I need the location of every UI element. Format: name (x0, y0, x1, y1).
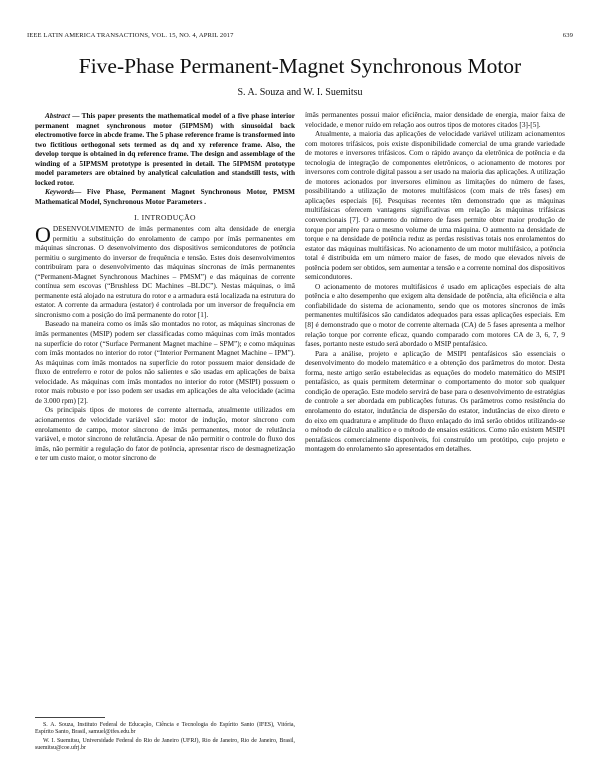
keywords-label: Keywords (45, 188, 74, 197)
keywords (35, 188, 295, 207)
footnote-rule (35, 717, 105, 718)
author-footnotes (35, 717, 295, 754)
intro-paragraph-3: Os principais tipos de motores de corrente alternada, atualmente utilizados em acionamentos de velocidade variável são: motor de indução, motor síncrono com enrolamento de campo, motor síncrono de ímãs permanentes, motor de relutância variável, e motor síncrono de relutância. Apesar de não permitir o controle do fluxo dos ímãs, não permitir a regulação do fator de potência, apresentar risco de desmagnetização e ter um custo maior, o motor síncrono de (35, 406, 295, 463)
paragraph-text: DESENVOLVIMENTO de ímãs permanentes com alta densidade de energia permitiu a substituição do enrolamento de campo por ímãs permanentes em máquinas síncronas. O desenvolvimento dos dispositivos semicondutores de potência permitiu o surgimento do inversor de frequência e tensão. Estes dois desenvolvimentos contribuíram para o desenvolvimento das máquinas síncronas de ímãs permanentes (“Permanent-Magnet Synchronous Machines – PMSM”) e das máquinas de corrente contínua sem escovas (“Brushless DC Machines –BLDC”). Nestas máquinas, o ímã permanente está alojado na estrutura do rotor e a armadura está localizada na estrutura do estator. A corrente da armadura (estator) é controlada por um inversor de frequência em sincronismo com a posição do ímã permanente do rotor [1]. (35, 225, 295, 319)
intro-paragraph-7: Para a análise, projeto e aplicação de MSIPI pentafásicos são essenciais o desenvolvimento do modelo matemático e a obtenção dos parâmetros do motor. Desta forma, neste artigo serão estabelecidas as equações do modelo matemático do MSIPI pentafásico, as quais permitem determinar o comportamento do motor sob qualquer condição de operação. Este modelo servirá de base para o desenvolvimento de estratégias de controle a ser abordada em publicações futuras. Os parâmetros como resistência do enrolamento do estator, indutância de dispersão do estator, indutâncias de eixo direto e do eixo em quadratura e amplitude do fluxo enlaçado do imã serão obtidos utilizando-se o método de cálculo analítico e o método de ensaios estáticos. Como não existem MSIPI pentafásicos comercialmente disponíveis, foi construído um protótipo, cujo projeto e montagem do enrolamento são apresentados em detalhes. (305, 349, 565, 454)
left-column (35, 112, 295, 464)
paper-authors: S. A. Souza and W. I. Suemitsu (237, 87, 363, 98)
abstract-label: Abstract (45, 112, 70, 120)
intro-paragraph-5: Atualmente, a maioria das aplicações de velocidade variável utilizam acionamentos com motores trifásicos, pois existe disponibilidade comercial de uma grande variedade de motores e inversores trifásicos. Com o rápido avanço da eletrônica de potência e da tecnologia de integração de componentes eletrônicos, o acionamento de motores por inversores com controle digital passou a ser usado na maioria das aplicações. A utilização de motores acionados por inversores eliminou as limitações do número de fases, possibilitando a utilização de motores multifásicos (com mais de três fases) em aplicações especiais [6]. Pesquisas recentes têm demonstrado que as máquinas multifásicas oferecem vantagens significativas em relação às máquinas trifásicas convencionais [7]. O aumento do número de fases permite obter maior produção de torque por ampère para o mesmo volume de uma máquina. O aumento na densidade de torque e na densidade de potência reduz as perdas resistivas totais nos enrolamentos do estator das máquinas multifásicas. No acionamento de um motor multifásico, a potência total é distribuída em um número maior de fases, de modo que elevados níveis de potência podem ser obtidos, sem aumentar a tensão e a corrente nominal dos dispositivos semicondutores. (305, 130, 565, 282)
intro-paragraph-6: O acionamento de motores multifásicos é usado em aplicações especiais de alta potência e alto desempenho que exigem alta densidade de potência, alta eficiência e alta confiabilidade do sistema de acionamento, sendo que os motores síncronos de ímãs permanentes multifásicos são candidatos adequados para essas aplicações especiais. Em [8] é demonstrado que o motor de corrente alternada (CA) de 5 fases apresenta a melhor relação torque por corrente eficaz, quando comparado com motores CA de 3, 6, 7, 9 fases, portanto neste estudo será abordado o MSIP pentafásico. (305, 282, 565, 349)
journal-name: IEEE LATIN AMERICA TRANSACTIONS, VOL. 15, NO. 4, APRIL 2017 (27, 32, 234, 39)
keywords-text: — Five Phase, Permanent Magnet Synchronous Motor, PMSM Mathematical Model, Synchronous Motor Parameters . (35, 188, 295, 206)
abstract (35, 112, 295, 188)
intro-paragraph-2: Baseado na maneira como os ímãs são montados no rotor, as máquinas síncronas de ímãs permanentes (MSIP) podem ser classificadas como máquinas com ímãs montados na superfície do rotor (“Surface Permanent Magnet machine – SPM”); e como máquinas com ímãs montados no interior do rotor (“Interior Permanent Magnet Machine – IPM”). As máquinas com ímãs montados na superfície do rotor possuem maior densidade de fluxo de entreferro e rotor de polos não salientes e são usadas em aplicações de baixa velocidade. As máquinas com ímãs montados no interior do rotor (MSIPI) possuem o rotor mais robusto e por isso podem ser usadas em aplicações de alta velocidade (acima de 3.000 rpm) [2]. (35, 320, 295, 405)
page-number: 639 (562, 32, 573, 39)
drop-cap: O (35, 222, 51, 248)
footnote-2: W. I. Suemitsu, Universidade Federal do Rio de Janeiro (UFRJ), Rio de Janeiro, Rio de Janeiro, Brasil, suemitsu@coe.ufrj.br (35, 737, 295, 752)
section-heading: I. INTRODUÇÃO (134, 213, 196, 223)
paper-title: Five-Phase Permanent-Magnet Synchronous Motor (78, 54, 522, 78)
intro-paragraph-4: ímãs permanentes possui maior eficiência, maior densidade de energia, maior faixa de velocidade, e menor ruído em relação aos outros tipos de motores citados [3]-[5]. (305, 111, 565, 129)
abstract-text: — This paper presents the mathematical model of a five phase interior permanent magnet synchronous motor (5IPMSM) with sinusoidal back electromotive force in abcde frame. The 5 phase reference frame is transformed into two fictitious orthogonal sets termed as dq and xy reference frame. Also, the develop torque is obtained in dq reference frame. The design and assemblage of the winding of a 5IPMSM prototype is presented in detail. The 5IPMSM prototype model parameters are obtained by analytical calculation and standstill tests, with locked rotor. (35, 112, 295, 187)
footnote-1: S. A. Souza, Instituto Federal de Educação, Ciência e Tecnologia do Espírito Santo (IFES), Vitória, Espírito Santo, Brasil, samuel@ifes.edu.br (35, 722, 295, 736)
intro-paragraph-1 (35, 222, 295, 320)
running-header (27, 32, 573, 42)
right-column (305, 111, 565, 455)
